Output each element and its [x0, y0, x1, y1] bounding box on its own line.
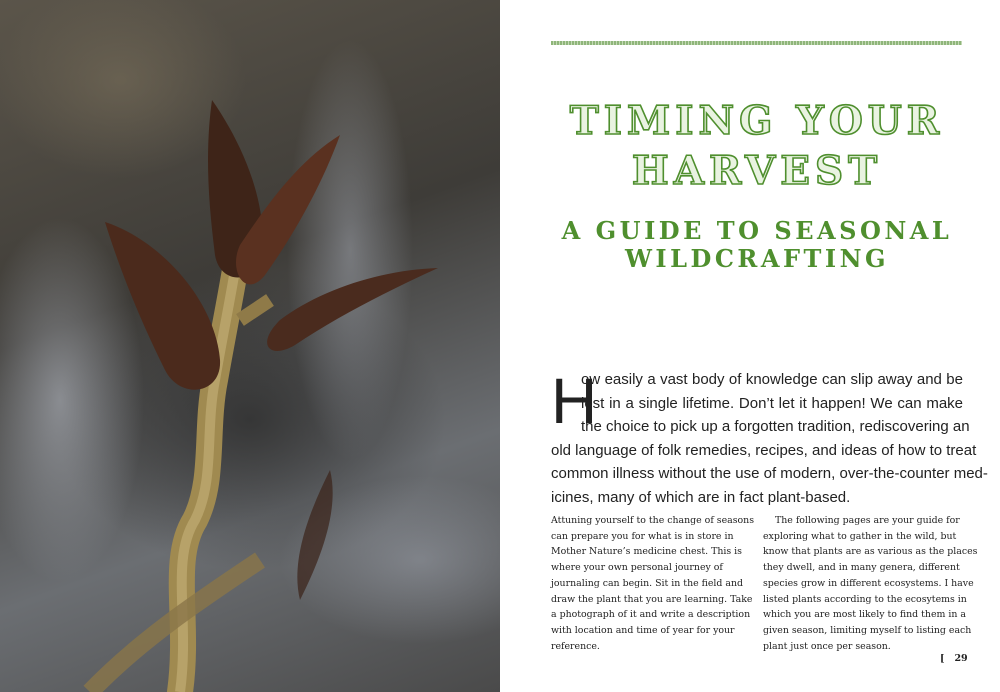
body-line: exploring what to gather in the wild, but: [763, 530, 957, 542]
body-line: which you are most likely to find them in a: [763, 609, 966, 621]
body-line: draw the plant that you are learning. Take: [551, 593, 753, 605]
body-line: species grow in different ecosystems. I have: [763, 577, 974, 589]
body-line: where your own personal journey of: [551, 562, 723, 574]
page-number-value: 29: [954, 653, 968, 664]
body-line: journaling can begin. Sit in the field and: [551, 577, 744, 589]
intro-line: old language of folk remedies, recipes, and ideas of how to treat: [551, 441, 977, 459]
chapter-title-line-1: TIMING YOUR: [569, 98, 945, 144]
intro-line: lost in a single lifetime. Don’t let it happen! We can make: [581, 394, 963, 412]
body-line: a photograph of it and write a description: [551, 609, 751, 621]
body-line: with location and time of year for your: [551, 624, 735, 636]
body-column-left: [551, 513, 754, 654]
page-number: [940, 653, 968, 664]
chapter-title-line-2: HARVEST: [631, 148, 883, 194]
body-line: The following pages are your guide for: [775, 515, 960, 526]
intro-line: ow easily a vast body of knowledge can slip away and be: [581, 371, 963, 388]
body-line: reference.: [551, 640, 600, 652]
decorative-rule: [551, 41, 962, 45]
body-line: given season, limiting myself to listing each: [763, 624, 972, 636]
body-line: they dwell, and in many genera, different: [763, 562, 960, 574]
intro-line: common illness without the use of modern, over-the-counter med-: [551, 465, 988, 482]
intro-paragraph: [551, 365, 988, 509]
right-page: [500, 0, 1000, 692]
intro-line: icines, many of which are in fact plant-based.: [551, 488, 851, 506]
body-line: plant just once per season.: [763, 640, 891, 652]
body-column-right: [763, 513, 977, 654]
body-line: listed plants according to the ecosytems in: [763, 593, 967, 605]
chapter-subtitle-line-1: A GUIDE TO SEASONAL: [561, 216, 953, 245]
body-line: Attuning yourself to the change of seasons: [551, 515, 755, 526]
intro-line: the choice to pick up a forgotten tradition, rediscovering an: [581, 418, 970, 435]
body-line: know that plants are as various as the places: [763, 546, 978, 558]
chapter-subtitle-line-2: WILDCRAFTING: [624, 244, 890, 273]
page-number-bracket: [: [940, 653, 945, 664]
body-line: can prepare you for what is in store in: [551, 530, 734, 542]
drop-cap: H: [551, 365, 598, 437]
body-line: Mother Nature’s medicine chest. This is: [551, 546, 742, 558]
